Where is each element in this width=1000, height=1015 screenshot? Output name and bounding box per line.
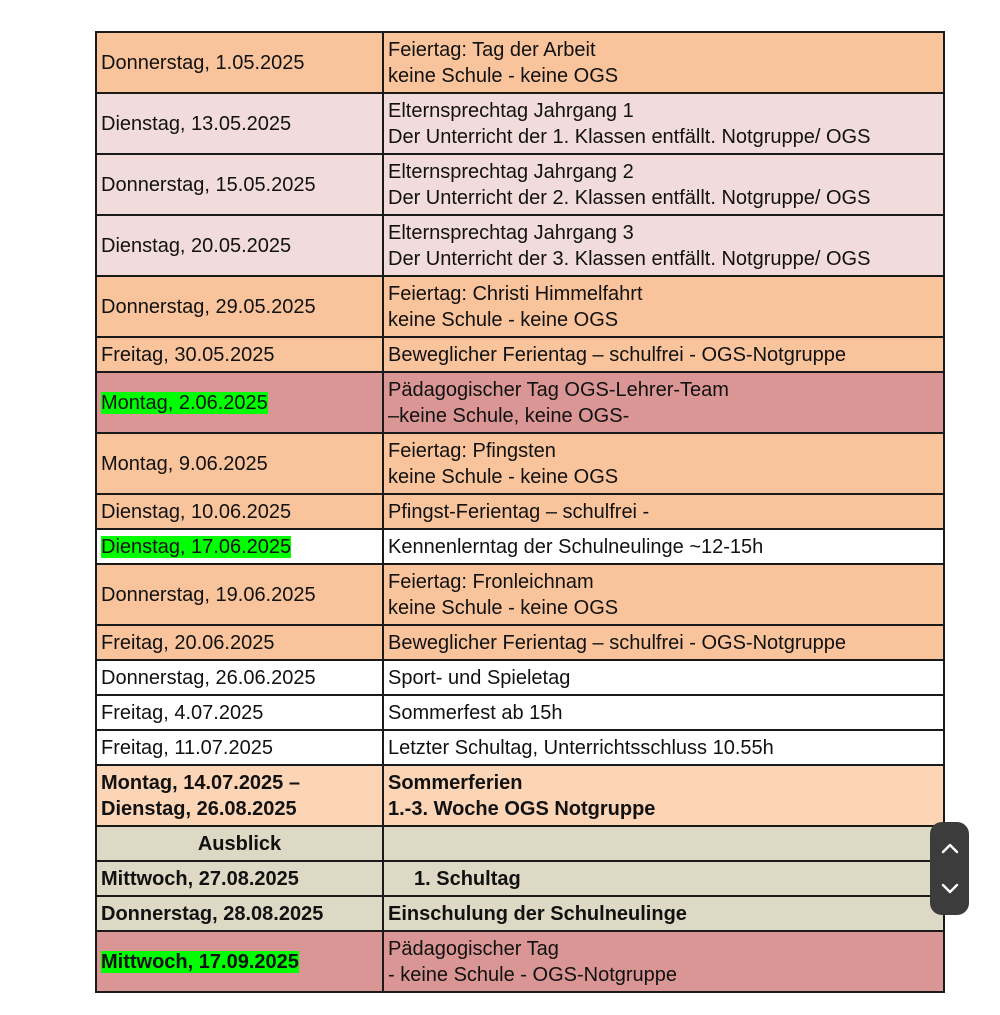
table-row [96,215,944,276]
scroll-navigation [930,822,969,915]
event-line: 1. Schultag [414,867,521,890]
table-row [96,93,944,154]
date-cell: Donnerstag, 1.05.2025 [96,32,383,93]
table-row [96,730,944,765]
event-line: Sommerferien [388,771,523,794]
event-cell [383,765,944,826]
table-row [96,564,944,625]
event-cell [383,660,944,695]
date-cell: Freitag, 4.07.2025 [96,695,383,730]
date-cell: Donnerstag, 15.05.2025 [96,154,383,215]
event-line: Einschulung der Schulneulinge [388,902,687,925]
event-line: Feiertag: Tag der Arbeit [388,38,596,61]
date-line: Dienstag, 26.08.2025 [101,797,297,820]
date-cell [96,529,383,564]
table-row [96,32,944,93]
table-row [96,931,944,992]
table-row [96,154,944,215]
date-cell: Donnerstag, 28.08.2025 [96,896,383,931]
event-line: - keine Schule - OGS-Notgruppe [388,963,678,986]
event-line: Der Unterricht der 2. Klassen entfällt. Notgruppe/ OGS [388,186,871,209]
event-cell [383,896,944,931]
event-cell [383,931,944,992]
date-cell [96,765,383,826]
chevron-down-icon[interactable] [938,876,962,900]
event-cell [383,276,944,337]
event-line: Pädagogischer Tag [388,937,559,960]
event-cell [383,32,944,93]
event-line: keine Schule - keine OGS [388,308,619,331]
event-line: Pädagogischer Tag OGS-Lehrer-Team [388,378,729,401]
date-line: Montag, 14.07.2025 – [101,771,300,794]
event-line: keine Schule - keine OGS [388,465,619,488]
section-heading: Ausblick [96,826,383,861]
date-cell: Dienstag, 10.06.2025 [96,494,383,529]
event-cell [383,861,944,896]
table-row [96,826,944,861]
event-line: Elternsprechtag Jahrgang 2 [388,160,634,183]
event-line: Feiertag: Pfingsten [388,439,556,462]
event-cell [383,337,944,372]
table-row [96,372,944,433]
date-cell: Donnerstag, 19.06.2025 [96,564,383,625]
highlighted-date: Mittwoch, 17.09.2025 [101,950,299,973]
event-cell [383,433,944,494]
date-cell [96,372,383,433]
event-line: Sommerfest ab 15h [388,701,563,724]
event-line: Elternsprechtag Jahrgang 3 [388,221,634,244]
table-row [96,765,944,826]
event-line: 1.-3. Woche OGS Notgruppe [388,797,656,820]
table-row [96,695,944,730]
event-cell [383,564,944,625]
table-row [96,494,944,529]
event-cell [383,625,944,660]
event-line: Der Unterricht der 3. Klassen entfällt. Notgruppe/ OGS [388,247,871,270]
event-cell [383,372,944,433]
date-cell: Dienstag, 20.05.2025 [96,215,383,276]
table-row [96,660,944,695]
table-row [96,433,944,494]
date-cell: Mittwoch, 27.08.2025 [96,861,383,896]
event-line: Elternsprechtag Jahrgang 1 [388,99,634,122]
event-line: Feiertag: Christi Himmelfahrt [388,282,643,305]
event-cell [383,215,944,276]
event-cell [383,494,944,529]
event-cell [383,93,944,154]
event-line: Sport- und Spieletag [388,666,571,689]
table-row [96,861,944,896]
school-calendar-table [95,31,945,993]
date-cell: Freitag, 11.07.2025 [96,730,383,765]
event-line: keine Schule - keine OGS [388,596,619,619]
date-cell [96,931,383,992]
date-cell: Dienstag, 13.05.2025 [96,93,383,154]
event-cell [383,154,944,215]
event-line: Kennenlerntag der Schulneulinge ~12-15h [388,535,764,558]
table-row [96,276,944,337]
table-row [96,529,944,564]
date-cell: Freitag, 20.06.2025 [96,625,383,660]
event-line: Der Unterricht der 1. Klassen entfällt. Notgruppe/ OGS [388,125,871,148]
event-line: Beweglicher Ferientag – schulfrei - OGS-Notgruppe [388,343,846,366]
date-cell: Donnerstag, 26.06.2025 [96,660,383,695]
date-cell: Donnerstag, 29.05.2025 [96,276,383,337]
event-cell [383,695,944,730]
chevron-up-icon[interactable] [938,837,962,861]
event-line: Feiertag: Fronleichnam [388,570,594,593]
highlighted-date: Dienstag, 17.06.2025 [101,535,292,558]
highlighted-date: Montag, 2.06.2025 [101,391,268,414]
event-line: keine Schule - keine OGS [388,64,619,87]
table-row [96,625,944,660]
table-row [96,896,944,931]
event-line: Pfingst-Ferientag – schulfrei - [388,500,650,523]
event-cell [383,529,944,564]
date-cell: Freitag, 30.05.2025 [96,337,383,372]
table-row [96,337,944,372]
event-cell [383,826,944,861]
event-cell [383,730,944,765]
event-line: –keine Schule, keine OGS- [388,404,630,427]
event-line: Letzter Schultag, Unterrichtsschluss 10.55h [388,736,774,759]
date-cell: Montag, 9.06.2025 [96,433,383,494]
event-line: Beweglicher Ferientag – schulfrei - OGS-Notgruppe [388,631,846,654]
